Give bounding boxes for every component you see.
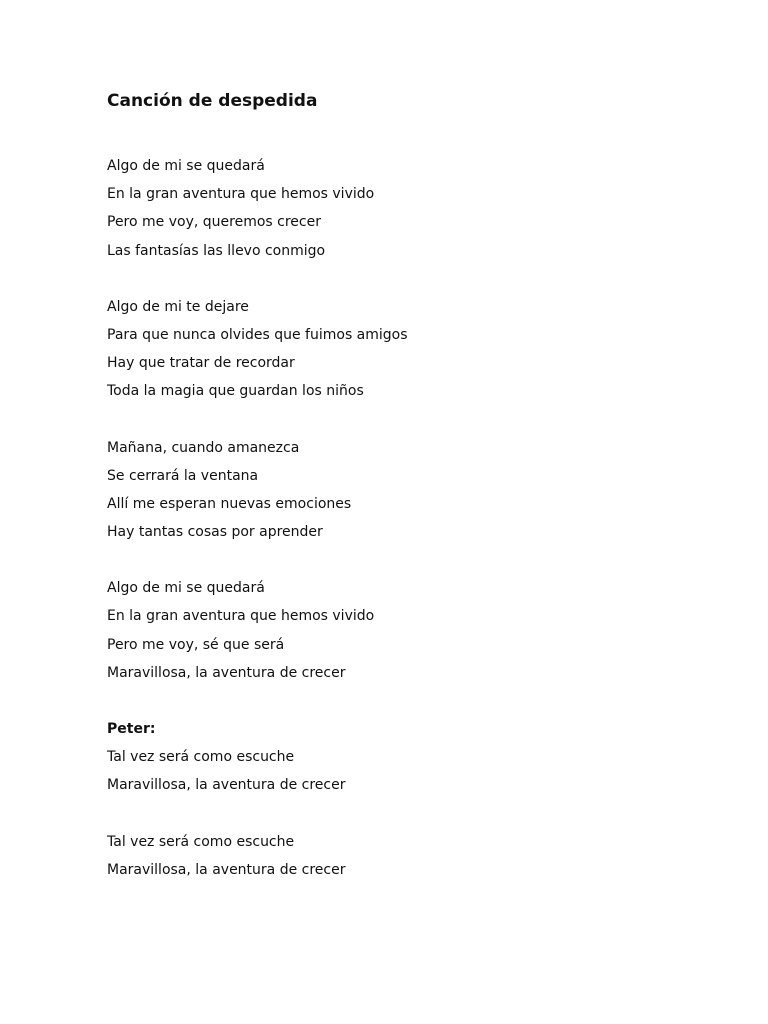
lyric-line: Se cerrará la ventana xyxy=(107,467,259,484)
lyric-line: Tal vez será como escuche xyxy=(107,749,295,766)
lyric-line: Algo de mi se quedará xyxy=(107,580,265,597)
lyric-line: En la gran aventura que hemos vivido xyxy=(107,608,375,625)
lyric-line: Toda la magia que guardan los niños xyxy=(107,383,364,400)
lyric-line: Maravillosa, la aventura de crecer xyxy=(107,777,346,794)
lyric-line: Algo de mi se quedará xyxy=(107,158,265,174)
speaker-label: Peter: xyxy=(107,721,156,737)
lyric-line: Para que nunca olvides que fuimos amigos xyxy=(107,326,408,343)
lyric-line: Algo de mi te dejare xyxy=(107,298,249,315)
lyric-line: Tal vez será como escuche xyxy=(107,833,295,850)
stanza-5 xyxy=(107,715,707,800)
lyric-line: Mañana, cuando amanezca xyxy=(107,439,300,456)
lyric-line: Hay tantas cosas por aprender xyxy=(107,524,323,541)
title-spacer xyxy=(107,114,707,152)
stanza-2 xyxy=(107,293,707,406)
stanza-3 xyxy=(107,434,707,547)
lyric-line: En la gran aventura que hemos vivido xyxy=(107,186,375,203)
lyric-line: Maravillosa, la aventura de crecer xyxy=(107,664,346,681)
stanza-1 xyxy=(107,152,707,265)
lyric-line: Hay que tratar de recordar xyxy=(107,355,295,372)
stanza-4 xyxy=(107,574,707,687)
document-title: Canción de despedida xyxy=(107,91,318,111)
document-content xyxy=(107,88,707,912)
lyric-line: Las fantasías las llevo conmigo xyxy=(107,242,326,259)
lyric-line: Pero me voy, sé que será xyxy=(107,636,285,653)
lyric-line: Allí me esperan nuevas emociones xyxy=(107,495,352,512)
lyric-line: Maravillosa, la aventura de crecer xyxy=(107,861,346,878)
stanza-6 xyxy=(107,828,707,884)
lyric-line: Pero me voy, queremos crecer xyxy=(107,214,321,231)
